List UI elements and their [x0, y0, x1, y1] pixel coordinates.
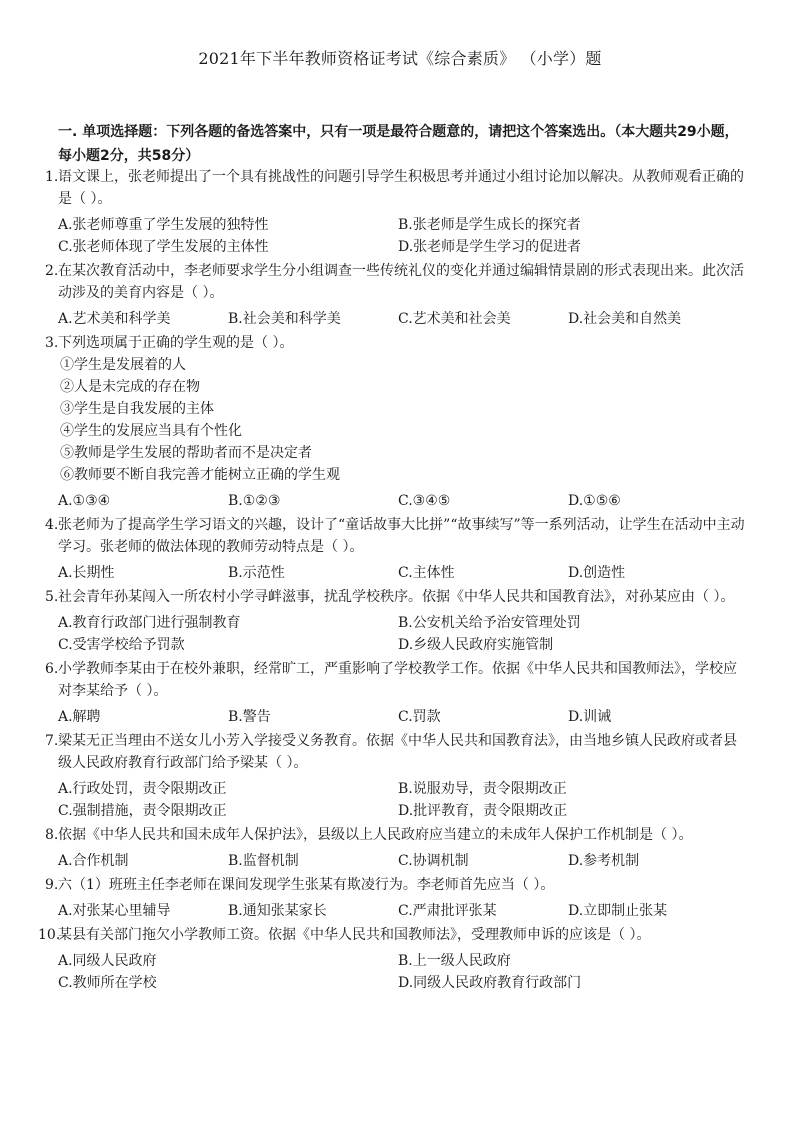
- option-c[interactable]: C.协调机制: [398, 853, 469, 869]
- options: [58, 706, 750, 728]
- question-6: [0, 658, 800, 728]
- question-stem: [45, 586, 750, 608]
- option-a[interactable]: A.同级人民政府: [58, 953, 157, 969]
- option-c[interactable]: C.张老师体现了学生发展的主体性: [58, 239, 269, 255]
- question-7: [0, 730, 800, 822]
- option-b[interactable]: B.示范性: [228, 565, 285, 581]
- question-stem: [45, 166, 750, 210]
- question-text: 依据《中华人民共和国未成年人保护法》，县级以上人民政府应当建立的未成年人保护工作机制是（ ）。: [58, 827, 693, 843]
- options: [58, 308, 750, 330]
- question-number: 9.: [45, 877, 59, 893]
- option-d[interactable]: D.批评教育，责令限期改正: [398, 803, 568, 819]
- question-number: 7.: [45, 733, 59, 749]
- question-text: 梁某无正当理由不送女儿小芳入学接受义务教育。依据《中华人民共和国教育法》，由当地乡镇人民政府或者县级人民政府教育行政部门给予梁某（ ）。: [58, 733, 737, 771]
- option-c[interactable]: C.主体性: [398, 565, 455, 581]
- option-d[interactable]: D.同级人民政府教育行政部门: [398, 975, 582, 991]
- option-d[interactable]: D.社会美和自然美: [568, 311, 682, 327]
- option-c[interactable]: C.强制措施，责令限期改正: [58, 803, 227, 819]
- option-a[interactable]: A.长期性: [58, 565, 115, 581]
- question-5: [0, 586, 800, 656]
- question-text: 张老师为了提高学生学习语文的兴趣，设计了“童话故事大比拼”“故事续写”等一系列活动，让学生在活动中主动学习。张老师的做法体现的教师劳动特点是（ ）。: [58, 517, 745, 555]
- statement-3: ③学生是自我发展的主体: [60, 401, 214, 417]
- section-heading: 一. 单项选择题：下列各题的备选答案中，只有一项是最符合题意的，请把这个答案选出。（本大题共29小题，每小题2分，共58分）: [58, 124, 739, 164]
- statement-6: ⑥教师要不断自我完善才能树立正确的学生观: [60, 467, 340, 483]
- option-c[interactable]: C.严肃批评张某: [398, 903, 497, 919]
- question-stem: [45, 824, 750, 846]
- option-a[interactable]: A.对张某心里辅导: [58, 903, 171, 919]
- option-b[interactable]: B.①②③: [228, 493, 281, 509]
- option-d[interactable]: D.创造性: [568, 565, 626, 581]
- option-a[interactable]: A.行政处罚，责令限期改正: [58, 781, 227, 797]
- question-text: 在某次教育活动中，李老师要求学生分小组调查一些传统礼仪的变化并通过编辑情景剧的形式表现出来。此次活动涉及的美育内容是（ ）。: [58, 263, 744, 301]
- option-b[interactable]: B.警告: [228, 709, 271, 725]
- options: [58, 490, 750, 512]
- question-stem: [45, 332, 750, 354]
- question-stem: [45, 514, 750, 558]
- question-text: 社会青年孙某闯入一所农村小学寻衅滋事，扰乱学校秩序。依据《中华人民共和国教育法》，对孙某应由（ ）。: [58, 589, 735, 605]
- question-stem: [45, 658, 750, 702]
- question-text: 六（1）班班主任李老师在课间发现学生张某有欺凌行为。李老师首先应当（ ）。: [58, 877, 555, 893]
- option-b[interactable]: B.监督机制: [228, 853, 299, 869]
- options: [58, 778, 750, 822]
- question-number: 8.: [45, 827, 59, 843]
- question-text: 下列选项属于正确的学生观的是（ ）。: [58, 335, 294, 351]
- option-b[interactable]: B.通知张某家长: [228, 903, 327, 919]
- statement-4: ④学生的发展应当具有个性化: [60, 423, 242, 439]
- option-a[interactable]: A.张老师尊重了学生发展的独特性: [58, 217, 269, 233]
- option-a[interactable]: A.①③④: [58, 493, 111, 509]
- options: [58, 612, 750, 656]
- option-b[interactable]: B.说服劝导，责令限期改正: [398, 781, 567, 797]
- option-d[interactable]: D.训诫: [568, 709, 612, 725]
- option-d[interactable]: D.参考机制: [568, 853, 640, 869]
- question-8: [0, 824, 800, 872]
- option-b[interactable]: B.张老师是学生成长的探究者: [398, 217, 581, 233]
- option-a[interactable]: A.解聘: [58, 709, 101, 725]
- option-d[interactable]: D.张老师是学生学习的促进者: [398, 239, 582, 255]
- question-list: [0, 166, 800, 994]
- question-10: [0, 924, 800, 994]
- question-9: [0, 874, 800, 922]
- question-text: 某县有关部门拖欠小学教师工资。依据《中华人民共和国教师法》，受理教师申诉的应该是（ ）。: [58, 927, 651, 943]
- question-stem: [45, 874, 750, 896]
- options: [58, 900, 750, 922]
- options: [58, 214, 750, 258]
- question-stem: [45, 260, 750, 304]
- option-a[interactable]: A.艺术美和科学美: [58, 311, 171, 327]
- option-d[interactable]: D.立即制止张某: [568, 903, 668, 919]
- question-number: 4.: [45, 517, 59, 533]
- options: [58, 950, 750, 994]
- question-number: 2.: [45, 263, 59, 279]
- option-b[interactable]: B.公安机关给予治安管理处罚: [398, 615, 581, 631]
- question-text: 小学教师李某由于在校外兼职，经常旷工，严重影响了学校教学工作。依据《中华人民共和国教师法》，学校应对李某给予（ ）。: [58, 661, 737, 699]
- options: [58, 850, 750, 872]
- option-a[interactable]: A.合作机制: [58, 853, 129, 869]
- option-c[interactable]: C.③④⑤: [398, 493, 451, 509]
- option-b[interactable]: B.上一级人民政府: [398, 953, 511, 969]
- options: [58, 562, 750, 584]
- question-1: [0, 166, 800, 258]
- question-number: 1.: [45, 169, 59, 185]
- statement-1: ①学生是发展着的人: [60, 357, 186, 373]
- option-d[interactable]: D.①⑤⑥: [568, 493, 621, 509]
- question-4: [0, 514, 800, 584]
- option-c[interactable]: C.艺术美和社会美: [398, 311, 511, 327]
- option-c[interactable]: C.罚款: [398, 709, 441, 725]
- option-c[interactable]: C.教师所在学校: [58, 975, 157, 991]
- question-number: 5.: [45, 589, 59, 605]
- question-number: 6.: [45, 661, 59, 677]
- statement-5: ⑤教师是学生发展的帮助者而不是决定者: [60, 445, 312, 461]
- option-d[interactable]: D.乡级人民政府实施管制: [398, 637, 554, 653]
- question-number: 10.: [38, 927, 61, 943]
- option-c[interactable]: C.受害学校给予罚款: [58, 637, 185, 653]
- question-stem: [38, 924, 750, 946]
- option-b[interactable]: B.社会美和科学美: [228, 311, 341, 327]
- question-3: [0, 332, 800, 512]
- statement-2: ②人是未完成的存在物: [60, 379, 200, 395]
- exam-title: 2021年下半年教师资格证考试《综合素质》 （小学）题: [198, 49, 602, 68]
- question-number: 3.: [45, 335, 59, 351]
- question-text: 语文课上，张老师提出了一个具有挑战性的问题引导学生积极思考并通过小组讨论加以解决。从教师观看正确的是（ ）。: [58, 169, 744, 207]
- option-a[interactable]: A.教育行政部门进行强制教育: [58, 615, 241, 631]
- question-stem: [45, 730, 750, 774]
- question-2: [0, 260, 800, 330]
